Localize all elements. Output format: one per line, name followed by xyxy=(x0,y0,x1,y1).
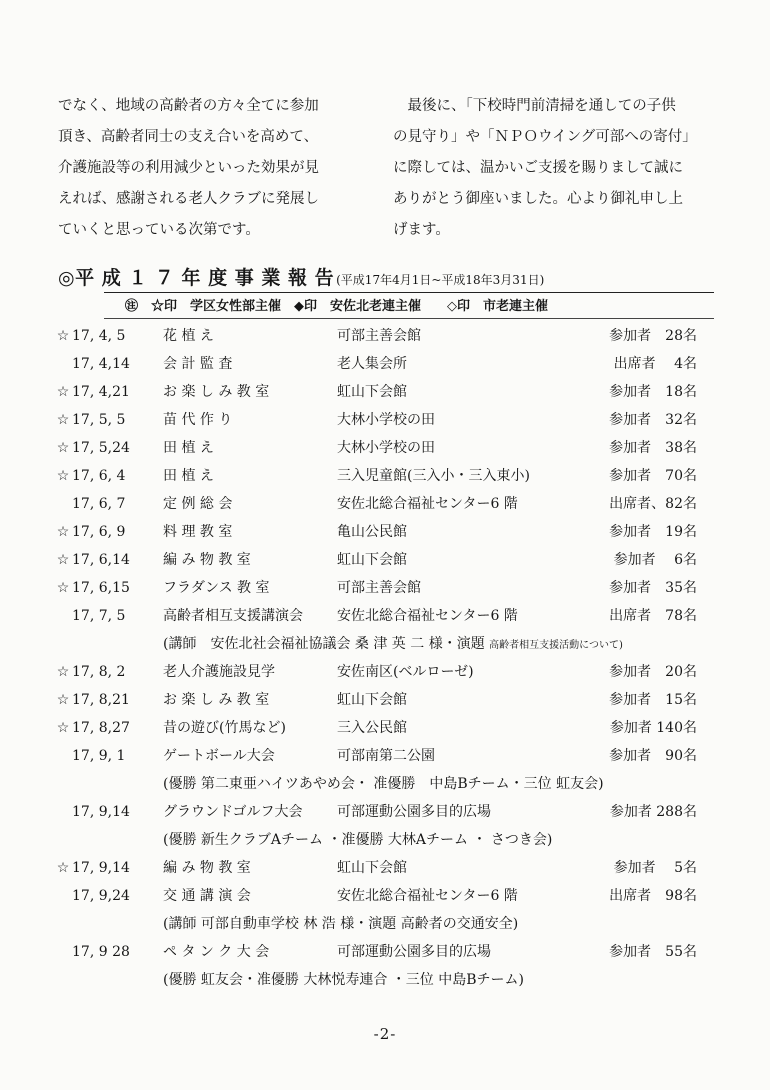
event-row xyxy=(0,718,770,746)
event-date: 17, 6, 9 xyxy=(72,524,126,540)
event-venue: 亀山公民館 xyxy=(337,524,407,540)
section-heading xyxy=(58,263,544,290)
event-count: 参加者 20名 xyxy=(609,664,697,680)
legend: ㊟ ☆印 学区女性部主催 ◆印 安佐北老連主催 ◇印 市老連主催 xyxy=(125,299,548,314)
event-mark: ☆ xyxy=(56,664,70,680)
event-row xyxy=(0,578,770,606)
event-note xyxy=(0,830,770,858)
event-count: 参加者 90名 xyxy=(609,748,697,764)
event-count: 参加者 19名 xyxy=(609,524,697,540)
event-mark: ☆ xyxy=(56,524,70,540)
event-date: 17, 6,14 xyxy=(72,552,130,568)
event-note-main: (優勝 第二東亜ハイツあやめ会・ 准優勝 中島Bチーム・三位 虹友会) xyxy=(163,776,604,792)
event-date: 17, 4, 5 xyxy=(72,328,126,344)
event-note-main: (講師 可部自動車学校 林 浩 様・演題 高齢者の交通安全) xyxy=(163,916,519,932)
event-mark: ☆ xyxy=(56,720,70,736)
event-note-main: (講師 安佐北社会福祉協議会 桑 津 英 二 様・演題 xyxy=(163,636,490,652)
event-note xyxy=(0,970,770,998)
event-row xyxy=(0,410,770,438)
event-note-small: 高齢者相互支援活動について) xyxy=(489,640,623,651)
event-name: 会 計 監 査 xyxy=(163,356,233,372)
intro-line: 頂き、高齢者同士の支え合いを高めて、 xyxy=(58,129,319,145)
intro-line: 介護施設等の利用減少といった効果が見 xyxy=(58,160,319,176)
event-name: お 楽 し み 教 室 xyxy=(163,384,270,400)
event-date: 17, 4,21 xyxy=(72,384,130,400)
legend-underline xyxy=(104,318,714,319)
event-mark: ☆ xyxy=(56,552,70,568)
event-note-text xyxy=(163,914,518,934)
event-note-text xyxy=(163,774,604,794)
event-note xyxy=(0,914,770,942)
event-name: 編 み 物 教 室 xyxy=(163,860,251,876)
event-note-text xyxy=(163,634,623,656)
event-count: 参加者 288名 xyxy=(609,804,697,820)
event-row xyxy=(0,494,770,522)
section-title: ◎平 成 １ ７ 年 度 事 業 報 告 xyxy=(58,267,335,289)
event-row xyxy=(0,382,770,410)
event-row xyxy=(0,662,770,690)
event-date: 17, 9,14 xyxy=(72,804,130,820)
event-note xyxy=(0,634,770,662)
event-venue: 三入児童館(三入小・三入東小) xyxy=(337,468,530,484)
event-row xyxy=(0,466,770,494)
event-name: 交 通 講 演 会 xyxy=(163,888,251,904)
event-venue: 安佐南区(ベルローゼ) xyxy=(337,664,474,680)
event-row xyxy=(0,886,770,914)
event-mark: ☆ xyxy=(56,440,70,456)
event-row xyxy=(0,746,770,774)
event-name: 定 例 総 会 xyxy=(163,496,233,512)
event-venue: 三入公民館 xyxy=(337,720,407,736)
event-mark: ☆ xyxy=(56,692,70,708)
event-name: グラウンドゴルフ大会 xyxy=(163,804,303,820)
event-name: 田 植 え xyxy=(163,440,214,456)
event-mark: ☆ xyxy=(56,328,70,344)
event-venue: 安佐北総合福祉センター6 階 xyxy=(337,608,518,624)
event-venue: 虹山下会館 xyxy=(337,692,407,708)
event-name: お 楽 し み 教 室 xyxy=(163,692,270,708)
event-note-main: (優勝 新生クラブAチーム ・准優勝 大林Aチーム ・ さつき会) xyxy=(163,832,553,848)
event-row xyxy=(0,858,770,886)
intro-line: 最後に、「下校時門前清掃を通しての子供 xyxy=(393,98,676,114)
intro-left-column xyxy=(58,91,319,246)
intro-line: ありがとう御座いました。心より御礼申し上 xyxy=(393,191,683,207)
event-mark: ☆ xyxy=(56,412,70,428)
event-list xyxy=(0,326,770,998)
event-count: 参加者 6名 xyxy=(613,552,697,568)
event-date: 17, 6, 4 xyxy=(72,468,126,484)
event-venue: 老人集会所 xyxy=(337,356,407,372)
event-date: 17, 6,15 xyxy=(72,580,130,596)
event-note-text xyxy=(163,830,552,850)
event-venue: 虹山下会館 xyxy=(337,552,407,568)
section-period: (平成17年4月1日~平成18年3月31日) xyxy=(336,273,545,287)
event-name: 花 植 え xyxy=(163,328,214,344)
event-date: 17, 8, 2 xyxy=(72,664,126,680)
event-count: 参加者 35名 xyxy=(609,580,697,596)
event-date: 17, 9 28 xyxy=(72,944,130,960)
event-count: 参加者 28名 xyxy=(609,328,697,344)
intro-line: げます。 xyxy=(393,222,450,238)
event-date: 17, 5,24 xyxy=(72,440,130,456)
event-count: 参加者 5名 xyxy=(613,860,697,876)
event-date: 17, 5, 5 xyxy=(72,412,126,428)
event-date: 17, 9,14 xyxy=(72,860,130,876)
event-note-main: (優勝 虹友会・准優勝 大林悦寿連合 ・三位 中島Bチーム) xyxy=(163,972,525,988)
event-name: フラダンス 教 室 xyxy=(163,580,270,596)
event-venue: 虹山下会館 xyxy=(337,384,407,400)
event-count: 出席者 4名 xyxy=(613,356,697,372)
event-count: 参加者 55名 xyxy=(609,944,697,960)
event-name: 苗 代 作 り xyxy=(163,412,233,428)
event-name: 老人介護施設見学 xyxy=(163,664,275,680)
event-mark: ☆ xyxy=(56,384,70,400)
event-name: 編 み 物 教 室 xyxy=(163,552,251,568)
event-mark: ☆ xyxy=(56,580,70,596)
event-venue: 安佐北総合福祉センター6 階 xyxy=(337,888,518,904)
event-row xyxy=(0,550,770,578)
intro-right-column xyxy=(393,91,697,246)
event-row xyxy=(0,522,770,550)
event-date: 17, 9, 1 xyxy=(72,748,126,764)
event-venue: 可部主善会館 xyxy=(337,328,421,344)
event-name: 高齢者相互支援講演会 xyxy=(163,608,303,624)
event-row xyxy=(0,438,770,466)
event-date: 17, 6, 7 xyxy=(72,496,126,512)
event-count: 参加者 38名 xyxy=(609,440,697,456)
event-name: ゲートボール大会 xyxy=(163,748,275,764)
event-row xyxy=(0,942,770,970)
intro-line: に際しては、温かいご支援を賜りまして誠に xyxy=(393,160,683,176)
intro-line: えれば、感謝される老人クラブに発展し xyxy=(58,191,319,207)
event-date: 17, 8,27 xyxy=(72,720,130,736)
event-count: 参加者 32名 xyxy=(609,412,697,428)
event-date: 17, 9,24 xyxy=(72,888,130,904)
event-row xyxy=(0,354,770,382)
event-venue: 可部運動公園多目的広場 xyxy=(337,944,491,960)
event-date: 17, 7, 5 xyxy=(72,608,126,624)
event-venue: 可部運動公園多目的広場 xyxy=(337,804,491,820)
event-name: 料 理 教 室 xyxy=(163,524,233,540)
event-count: 参加者 18名 xyxy=(609,384,697,400)
event-name: 昔の遊び(竹馬など) xyxy=(163,720,286,736)
event-count: 参加者 70名 xyxy=(609,468,697,484)
event-row xyxy=(0,606,770,634)
event-date: 17, 4,14 xyxy=(72,356,130,372)
event-venue: 大林小学校の田 xyxy=(337,440,435,456)
event-count: 出席者 98名 xyxy=(609,888,697,904)
event-count: 参加者 15名 xyxy=(609,692,697,708)
event-date: 17, 8,21 xyxy=(72,692,130,708)
event-note xyxy=(0,774,770,802)
event-venue: 虹山下会館 xyxy=(337,860,407,876)
event-mark: ☆ xyxy=(56,468,70,484)
event-venue: 可部主善会館 xyxy=(337,580,421,596)
event-mark: ☆ xyxy=(56,860,70,876)
event-row xyxy=(0,802,770,830)
intro-line: ていくと思っている次第です。 xyxy=(58,222,260,238)
event-count: 参加者 140名 xyxy=(609,720,697,736)
intro-line: の見守り」や「ＮＰＯウイング可部への寄付」 xyxy=(393,129,697,145)
event-row xyxy=(0,326,770,354)
event-count: 出席者 78名 xyxy=(609,608,697,624)
intro-line: でなく、地域の高齢者の方々全てに参加 xyxy=(58,98,319,114)
event-venue: 可部南第二公園 xyxy=(337,748,435,764)
page-number: -2- xyxy=(373,1025,397,1043)
heading-underline xyxy=(104,292,714,293)
event-venue: 安佐北総合福祉センター6 階 xyxy=(337,496,518,512)
event-note-text xyxy=(163,970,524,990)
event-venue: 大林小学校の田 xyxy=(337,412,435,428)
event-name: 田 植 え xyxy=(163,468,214,484)
event-count: 出席者、82名 xyxy=(609,496,697,512)
event-row xyxy=(0,690,770,718)
event-name: ペ タ ン ク 大 会 xyxy=(163,944,270,960)
